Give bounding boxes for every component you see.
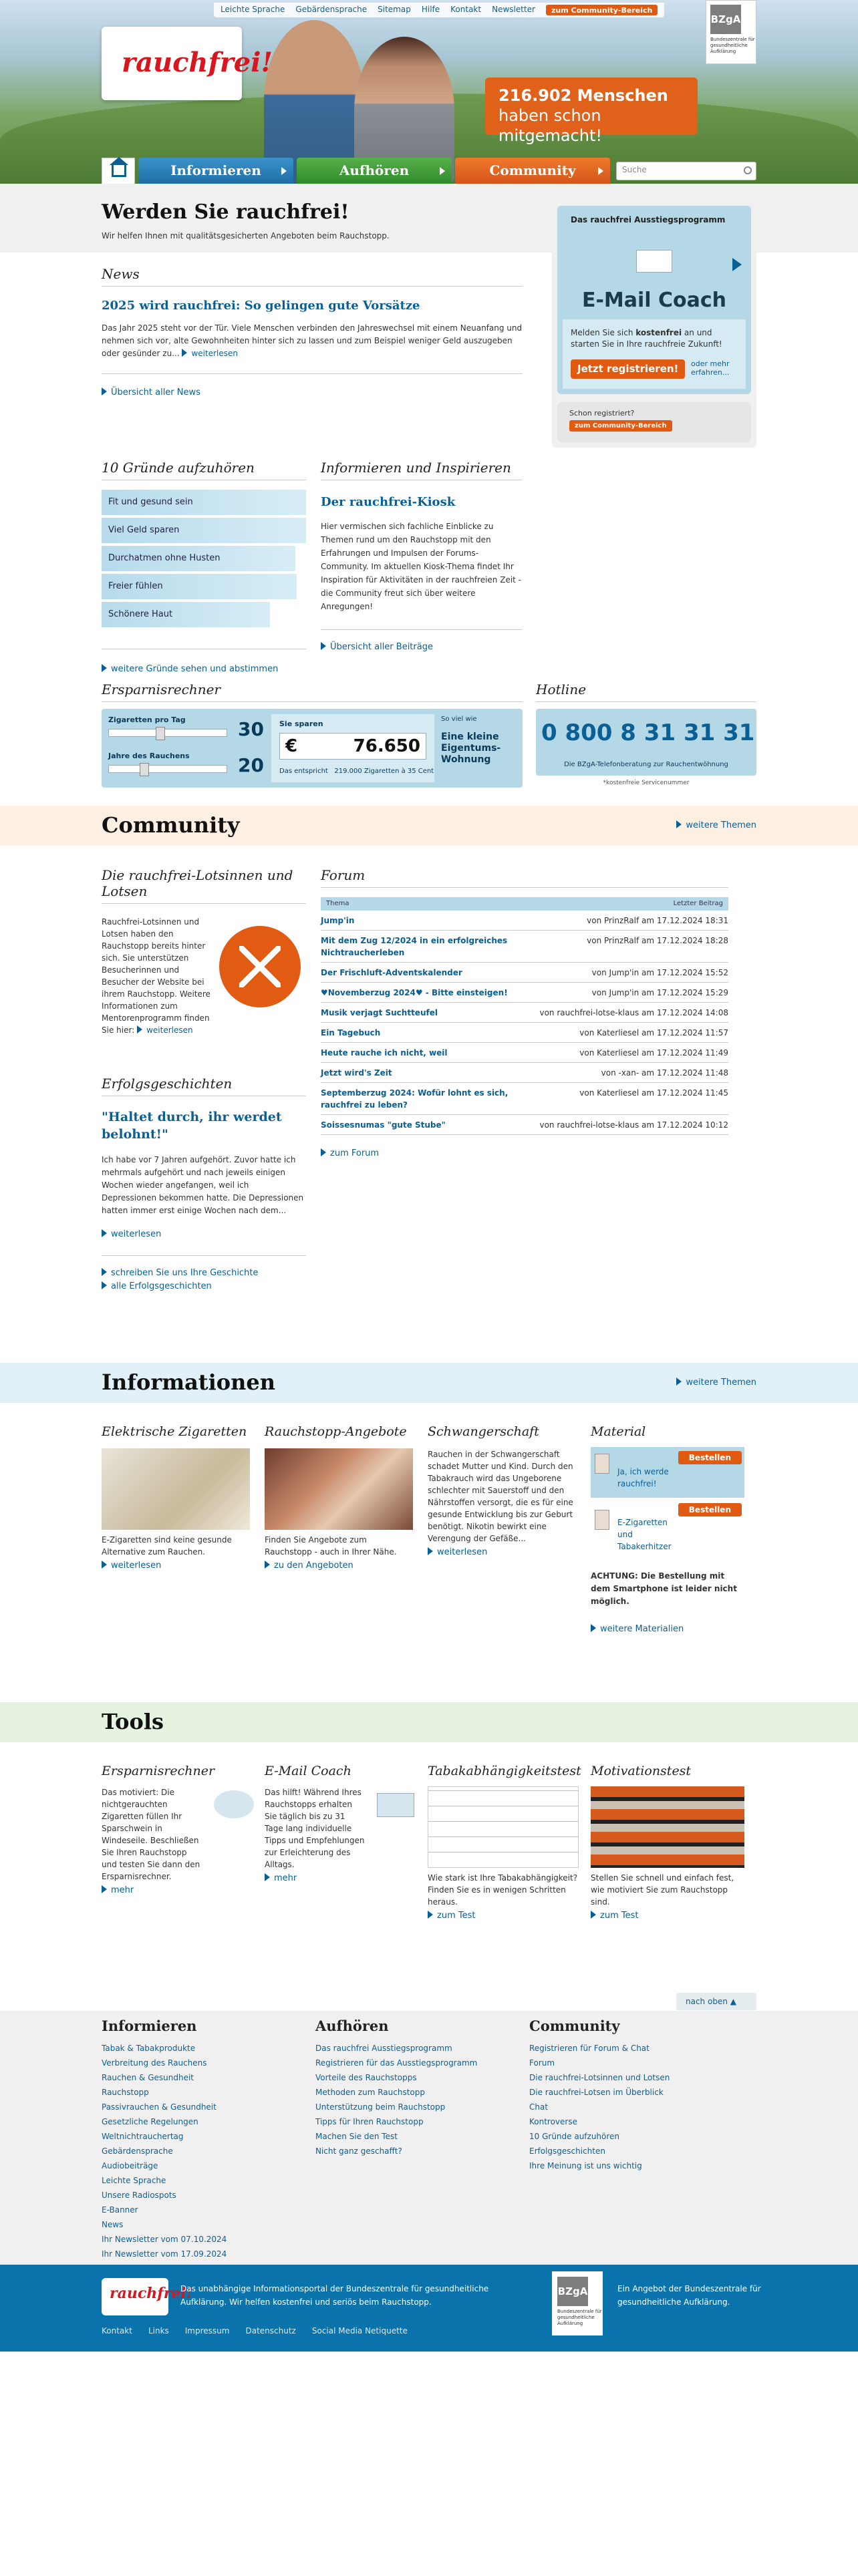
all-success-link[interactable]: alle Erfolgsgeschichten (111, 1281, 212, 1291)
footer-link-netiquette[interactable]: Social Media Netiquette (311, 2326, 408, 2336)
footer-heading: Informieren (102, 2018, 197, 2034)
save-label: Sie sparen (279, 719, 323, 728)
email-coach-panel (557, 206, 751, 394)
page-title: Werden Sie rauchfrei! (102, 200, 349, 224)
col-last-post: Letzter Beitrag (673, 900, 723, 907)
tool-motivation-test (591, 1764, 744, 1921)
equivalent-label: Das entspricht (279, 768, 328, 775)
footer-link[interactable]: Verbreitung des Rauchens (102, 2058, 207, 2068)
savings-amount-field (279, 733, 426, 760)
tool-coach (265, 1764, 416, 1883)
footer-link[interactable]: Das rauchfrei Ausstiegsprogramm (315, 2044, 452, 2053)
forum-row (321, 911, 728, 931)
tool-heading: Tabakabhängigkeitstest (428, 1764, 581, 1778)
community-area-button[interactable]: zum Community-Bereich (546, 5, 658, 15)
link-newsletter[interactable]: Newsletter (492, 5, 535, 14)
search-placeholder: Suche (622, 165, 647, 174)
info-text: E-Zigaretten sind keine gesunde Alternative zum Rauchen. (102, 1535, 232, 1557)
forum-last-post: von Katerliesel am 17.12.2024 11:57 (579, 1028, 728, 1037)
forum-row (321, 1063, 728, 1083)
years-value: 20 (238, 754, 264, 776)
forum-row (321, 1083, 728, 1115)
news-title-link[interactable]: 2025 wird rauchfrei: So gelingen gute Vorsätze (102, 299, 420, 313)
footer-link[interactable]: Unsere Radiospots (102, 2191, 176, 2200)
success-more-link[interactable]: weiterlesen (111, 1229, 162, 1239)
forum-topic-link[interactable]: Jump'in (321, 916, 355, 925)
coach-title: E-Mail Coach (581, 289, 727, 312)
footer-link[interactable]: Die rauchfrei-Lotsinnen und Lotsen (529, 2073, 670, 2082)
reason-item[interactable]: Durchatmen ohne Husten (102, 546, 295, 571)
participant-count: 216.902 Menschen (498, 86, 668, 105)
news-heading: News (102, 266, 523, 287)
kiosk-text: Hier vermischen sich fachliche Einblicke zu Themen rund um den Rauchstopp mit den Erfahrungen und Impulsen der Forums-Community. Im aktuellen Kiosk-Thema findet Ihr Inspiration für Aktivitäten in der rauchfreien Zeit - die Community freut sich über weitere Anregungen! (321, 522, 522, 611)
info-heading: Elektrische Zigaretten (102, 1424, 247, 1439)
search-icon[interactable] (744, 166, 752, 174)
arrow-icon (182, 349, 187, 357)
tool-link[interactable]: zum Test (600, 1911, 639, 1921)
bzga-logo-footer[interactable] (552, 2271, 603, 2336)
link-gebaerdensprache[interactable]: Gebärdensprache (295, 5, 368, 14)
reason-item[interactable]: Fit und gesund sein (102, 490, 306, 515)
pregnancy-more-link[interactable]: weiterlesen (437, 1547, 488, 1557)
forum-topic-link[interactable]: ♥Novemberzug 2024♥ - Bitte einsteigen! (321, 988, 508, 997)
forum-topic-link[interactable]: Mit dem Zug 12/2024 in ein erfolgreiches Nichtraucherleben (321, 936, 508, 957)
envelope-icon (377, 1793, 414, 1817)
chevron-right-icon (440, 167, 445, 175)
brochure-thumbnail (595, 1510, 609, 1530)
savings-calculator (102, 681, 523, 788)
tools-title: Tools (102, 1709, 164, 1734)
reason-item[interactable]: Freier fühlen (102, 574, 297, 599)
all-news-link[interactable]: Übersicht aller News (111, 387, 200, 397)
footer-links (102, 2326, 408, 2336)
footer-provider: Ein Angebot der Bundeszentrale für gesundheitliche Aufklärung. (617, 2284, 761, 2307)
arrow-icon (102, 1561, 107, 1569)
search-input[interactable] (616, 162, 756, 180)
news-more-link[interactable]: weiterlesen (191, 349, 238, 358)
link-leichte-sprache[interactable]: Leichte Sprache (221, 5, 285, 14)
material-heading: Material (591, 1424, 646, 1439)
arrow-icon (676, 1378, 682, 1386)
forum-last-post: von rauchfrei-lotse-klaus am 17.12.2024 10:12 (539, 1120, 728, 1130)
arrow-icon (591, 1911, 596, 1919)
brochure-thumbnail (595, 1454, 609, 1474)
tab-community[interactable] (455, 158, 610, 184)
forum-row (321, 1115, 728, 1135)
arrow-icon (102, 1885, 107, 1893)
logo-text: rauchfrei! (122, 47, 273, 78)
link-hilfe[interactable]: Hilfe (421, 5, 440, 14)
learn-more-link[interactable]: oder mehr erfahren... (691, 359, 730, 377)
community-title: Community (102, 812, 240, 838)
forum-row (321, 963, 728, 983)
informationen-more-link[interactable]: weitere Themen (686, 1378, 756, 1388)
hurdles-image[interactable] (591, 1786, 744, 1868)
footer-link[interactable]: News (102, 2220, 124, 2229)
success-text: Ich habe vor 7 Jahren aufgehört. Zuvor hatte ich mehrmals aufgehört und nach jeweils einigen Wochen wieder angefangen, weil ich Depressionen bekommen hatte. Die Depressionen hatten immer erst einige Wochen nach dem... (102, 1155, 304, 1215)
page-subtitle: Wir helfen Ihnen mit qualitätsgesicherten Angeboten beim Rauchstopp. (102, 231, 390, 240)
bzga-subtitle: Bundeszentrale für gesundheitliche Aufklärung (557, 2309, 602, 2326)
savings-amount: 76.650 (353, 736, 420, 756)
news-text (102, 322, 523, 360)
community-more-link[interactable]: weitere Themen (686, 820, 756, 830)
tool-heading: Ersparnisrechner (102, 1764, 215, 1778)
savings-heading: Ersparnisrechner (102, 681, 523, 702)
lotsen-text (102, 916, 215, 1036)
forum-last-post: von Jump'in am 17.12.2024 15:52 (591, 968, 728, 977)
lotsen-heading: Die rauchfrei-Lotsinnen und Lotsen (102, 867, 306, 904)
footer-link-links[interactable]: Links (148, 2326, 169, 2336)
piggy-bank-icon (214, 1790, 254, 1818)
footer-link[interactable]: Unterstützung beim Rauchstopp (315, 2102, 446, 2112)
footer-link[interactable]: Leichte Sprache (102, 2176, 166, 2185)
footer-link[interactable]: Erfolgsgeschichten (529, 2146, 605, 2156)
footer-link[interactable]: Gebärdensprache (102, 2146, 173, 2156)
forum-topic-link[interactable]: Musik verjagt Suchtteufel (321, 1008, 438, 1017)
slider-handle[interactable] (140, 763, 149, 776)
years-label: Jahre des Rauchens (108, 752, 190, 760)
arrow-icon (137, 1025, 142, 1033)
coach-text: an und starten Sie in Ihre rauchfreie Zukunft! (571, 328, 722, 349)
write-story-link[interactable]: schreiben Sie uns Ihre Geschichte (111, 1268, 259, 1278)
bzga-mark: BZgA (557, 2277, 588, 2306)
participant-count-text: haben schon mitgemacht! (498, 106, 602, 145)
footer-link[interactable]: Forum (529, 2058, 555, 2068)
material-link[interactable]: E-Zigaretten und Tabakerhitzer (617, 1518, 672, 1551)
arrow-icon (321, 642, 326, 650)
kiosk-heading: Informieren und Inspirieren (321, 460, 523, 480)
footer-description: Das unabhängige Informationsportal der Bundeszentrale für gesundheitliche Aufklärung. Wir helfen kostenfrei und seriös beim Rauchstopp. (180, 2284, 489, 2307)
footer-link[interactable]: Machen Sie den Test (315, 2132, 398, 2141)
tool-text: Das motiviert: Die nichtgerauchten Zigaretten füllen Ihr Sparschwein in Windeseile. Beschließen Sie Ihren Rauchstopp und testen Sie dann den Ersparnisrechner. (102, 1788, 200, 1881)
already-registered-text: Schon registriert? (569, 409, 635, 418)
cigs-label: Zigaretten pro Tag (108, 715, 186, 724)
tab-label: Community (489, 162, 576, 178)
tool-text: Wie stark ist Ihre Tabakabhängigkeit? Finden Sie es in wenigen Schritten heraus. (428, 1873, 578, 1907)
footer-link[interactable]: Vorteile des Rauchstopps (315, 2073, 417, 2082)
tool-savings (102, 1764, 253, 1895)
footer-link[interactable]: Die rauchfrei-Lotsen im Überblick (529, 2088, 664, 2097)
footer-link[interactable]: Ihr Newsletter vom 17.09.2024 (102, 2249, 227, 2259)
footer-link[interactable]: 10 Gründe aufzuhören (529, 2132, 620, 2141)
kiosk-title-link[interactable]: Der rauchfrei-Kiosk (321, 495, 456, 509)
test-image[interactable] (428, 1786, 579, 1868)
link-sitemap[interactable]: Sitemap (378, 5, 411, 14)
footer-link[interactable]: Registrieren für das Ausstiegsprogramm (315, 2058, 478, 2068)
order-button[interactable]: Bestellen (678, 1503, 742, 1516)
tool-text: Das hilft! Während Ihres Rauchstopps erhalten Sie täglich bis zu 31 Tage lang individuelle Tipps und Empfehlungen zur Erleichterung des Alltags. (265, 1788, 365, 1869)
footer-link[interactable]: Registrieren für Forum & Chat (529, 2044, 650, 2053)
arrow-icon (102, 387, 107, 395)
tool-dependency-test (428, 1764, 579, 1921)
forum-row (321, 931, 728, 963)
community-area-button-2[interactable]: zum Community-Bereich (569, 420, 672, 432)
footer-link[interactable]: Tabak & Tabakprodukte (102, 2044, 196, 2053)
info-col-offers (265, 1424, 416, 1571)
back-to-top-label: nach oben (686, 1997, 728, 2006)
tool-heading: Motivationstest (591, 1764, 692, 1778)
footer-link[interactable]: Kontroverse (529, 2117, 577, 2126)
chevron-right-icon (598, 167, 603, 175)
footer-link-datenschutz[interactable]: Datenschutz (245, 2326, 296, 2336)
info-heading: Rauchstopp-Angebote (265, 1424, 407, 1439)
forum-row (321, 1043, 728, 1063)
arrow-icon (591, 1624, 596, 1632)
forum-last-post: von rauchfrei-lotse-klaus am 17.12.2024 14:08 (539, 1008, 728, 1017)
offers-image[interactable] (265, 1448, 413, 1530)
info-heading: Schwangerschaft (428, 1424, 539, 1439)
success-heading: Erfolgsgeschichten (102, 1076, 306, 1096)
footer-col-aufhoeren (315, 2018, 516, 2158)
forum-topic-link[interactable]: Heute rauche ich nicht, weil (321, 1048, 448, 1058)
informationen-title: Informationen (102, 1370, 275, 1395)
slider-handle[interactable] (156, 727, 165, 740)
footer-link[interactable]: Audiobeiträge (102, 2161, 158, 2170)
material-item (591, 1447, 744, 1498)
register-button[interactable]: Jetzt registrieren! (571, 359, 685, 379)
footer-link[interactable]: Nicht ganz geschafft? (315, 2146, 402, 2156)
ecig-more-link[interactable]: weiterlesen (111, 1561, 162, 1571)
footer-link[interactable]: Rauchen & Gesundheit (102, 2073, 194, 2082)
arrow-icon (102, 664, 107, 672)
coach-body (563, 319, 746, 389)
forum-last-post: von -xan- am 17.12.2024 11:48 (601, 1068, 728, 1078)
forum-topic-link[interactable]: Ein Tagebuch (321, 1028, 381, 1037)
footer-link[interactable]: Chat (529, 2102, 549, 2112)
main-navigation (102, 158, 756, 184)
meta-navigation (214, 3, 664, 17)
arrow-icon (102, 1281, 107, 1289)
info-col-ecig (102, 1424, 253, 1571)
equivalent (279, 768, 434, 775)
order-button[interactable]: Bestellen (678, 1451, 742, 1464)
arrow-icon (265, 1561, 270, 1569)
forum-section (321, 867, 728, 1158)
tab-label: Informieren (170, 162, 261, 178)
years-slider[interactable] (108, 765, 227, 773)
material-section (591, 1424, 744, 1634)
hotline-number[interactable]: 0 800 8 31 31 31 (541, 719, 755, 746)
cigs-slider[interactable] (108, 729, 227, 737)
more-reasons-link[interactable]: weitere Gründe sehen und abstimmen (111, 664, 279, 674)
footer-link[interactable]: E-Banner (102, 2205, 138, 2215)
forum-table-header (321, 897, 728, 911)
logo-text: rauchfrei! (110, 2285, 193, 2302)
forum-row (321, 983, 728, 1003)
success-quote-link[interactable]: "Haltet durch, ihr werdet belohnt!" (102, 1110, 282, 1142)
info-col-pregnancy (428, 1424, 579, 1557)
tool-link[interactable]: mehr (111, 1885, 134, 1895)
envelope-icon (636, 250, 672, 273)
equivalent-value: 219.000 Zigaretten à 35 Cent (334, 768, 434, 775)
material-link[interactable]: Ja, ich werde rauchfrei! (617, 1467, 669, 1488)
footer-link[interactable]: Passivrauchen & Gesundheit (102, 2102, 217, 2112)
next-arrow-icon[interactable] (732, 258, 742, 271)
lotsen-flags-icon (219, 926, 301, 1007)
coach-text: Melden Sie sich (571, 328, 636, 337)
tool-heading: E-Mail Coach (265, 1764, 351, 1778)
kiosk-section (321, 460, 523, 652)
forum-last-post: von Jump'in am 17.12.2024 15:29 (591, 988, 728, 997)
tool-text: Stellen Sie schnell und einfach fest, wie motiviert Sie zum Rauchstopp sind. (591, 1873, 734, 1907)
forum-topic-link[interactable]: Jetzt wird's Zeit (321, 1068, 392, 1078)
arrow-icon (321, 1148, 326, 1156)
footer-link[interactable]: Weltnichtrauchertag (102, 2132, 184, 2141)
footer-link[interactable]: Tipps für Ihren Rauchstopp (315, 2117, 424, 2126)
so-viel-label: So viel wie (441, 715, 477, 723)
arrow-icon (428, 1547, 433, 1555)
savings-box (102, 709, 523, 788)
arrow-icon (676, 820, 682, 828)
reasons-heading: 10 Gründe aufzuhören (102, 460, 306, 480)
offers-link[interactable]: zu den Angeboten (274, 1561, 353, 1571)
footer-link[interactable]: Rauchstopp (102, 2088, 149, 2097)
lotsen-more-link[interactable]: weiterlesen (146, 1025, 193, 1035)
footer-heading: Community (529, 2018, 620, 2034)
hotline-footnote: *kostenfreie Servicenummer (603, 780, 690, 786)
forum-last-post: von PrinzRalf am 17.12.2024 18:28 (587, 936, 728, 945)
coach-text-bold: kostenfrei (635, 328, 682, 337)
more-materials-link[interactable]: weitere Materialien (600, 1624, 684, 1634)
coach-header: Das rauchfrei Ausstiegsprogramm (571, 215, 726, 224)
forum-heading: Forum (321, 867, 728, 888)
footer-col-community (529, 2018, 730, 2173)
cigs-value: 30 (238, 718, 264, 740)
home-icon (112, 165, 126, 177)
bzga-subtitle: Bundeszentrale für gesundheitliche Aufklärung (710, 37, 755, 54)
savings-result (271, 714, 434, 782)
hotline-caption: Die BZgA-Telefonberatung zur Rauchentwöhnung (564, 761, 728, 768)
reasons-section (102, 460, 306, 674)
forum-last-post: von PrinzRalf am 17.12.2024 18:31 (587, 916, 728, 925)
rauchfrei-logo[interactable] (102, 27, 273, 100)
arrow-icon (265, 1873, 270, 1881)
home-button[interactable] (102, 158, 135, 184)
footer-link[interactable]: Gesetzliche Regelungen (102, 2117, 198, 2126)
arrow-icon (428, 1911, 433, 1919)
lotsen-description: Rauchfrei-Lotsinnen und Lotsen haben den Rauchstopp bereits hinter sich. Sie unterstützen Besucherinnen und Besucher der Website bei ihrem Rauchstopp. Weitere Informationen zum Mentorenprogramm finden Sie hier: (102, 917, 210, 1035)
tab-informieren[interactable] (138, 158, 293, 184)
info-text: Finden Sie Angebote zum Rauchstopp - auch in Ihrer Nähe. (265, 1535, 397, 1557)
hotline-heading: Hotline (536, 681, 756, 702)
lotsen-section (102, 867, 306, 1036)
forum-row (321, 1003, 728, 1023)
bzga-mark: BZgA (710, 5, 741, 34)
order-warning: ACHTUNG: Die Bestellung mit dem Smartphone ist leider nicht möglich. (591, 1571, 737, 1606)
arrow-icon (102, 1229, 107, 1237)
currency-symbol: € (285, 736, 298, 756)
reason-item[interactable]: Viel Geld sparen (102, 518, 306, 543)
bzga-logo[interactable] (706, 0, 756, 64)
footer-link[interactable]: Ihr Newsletter vom 07.10.2024 (102, 2235, 227, 2244)
material-item (591, 1503, 744, 1565)
arrow-icon (102, 1268, 107, 1276)
info-text: Rauchen in der Schwangerschaft schadet Mutter und Kind. Durch den Tabakrauch wird das Ungeborene schlechter mit Sauerstoff und den Nährstoffen versorgt, die es für eine gesunde Entwicklung bis zur Geburt benötigt. Nikotin bewirkt eine Verengung der Gefäße... (428, 1450, 573, 1543)
savings-object: Eine kleine Eigentums-Wohnung (441, 732, 501, 765)
email-coach-box (552, 200, 756, 448)
forum-row (321, 1023, 728, 1043)
forum-topic-link[interactable]: Septemberzug 2024: Wofür lohnt es sich, rauchfrei zu leben? (321, 1088, 509, 1110)
footer-logo[interactable] (102, 2278, 193, 2315)
participant-counter (485, 77, 698, 145)
forum-last-post: von Katerliesel am 17.12.2024 11:49 (579, 1048, 728, 1058)
forum-topic-link[interactable]: Soissesnumas "gute Stube" (321, 1120, 446, 1130)
bottom-bar (0, 2265, 858, 2352)
footer-col-informieren (102, 2018, 302, 2261)
footer-link[interactable]: Ihre Meinung ist uns wichtig (529, 2161, 642, 2170)
back-to-top-button[interactable]: nach oben ▲ (676, 1993, 756, 2010)
link-kontakt[interactable]: Kontakt (450, 5, 482, 14)
col-theme: Thema (326, 900, 349, 907)
to-forum-link[interactable]: zum Forum (330, 1148, 380, 1158)
tool-link[interactable]: zum Test (437, 1911, 476, 1921)
footer-link[interactable]: Methoden zum Rauchstopp (315, 2088, 425, 2097)
forum-topic-link[interactable]: Der Frischluft-Adventskalender (321, 968, 462, 977)
success-stories (102, 1076, 306, 1293)
news-excerpt: Das Jahr 2025 steht vor der Tür. Viele Menschen verbinden den Jahreswechsel mit einem Neuanfang und nehmen sich vor, alte Gewohnheiten hinter sich zu lassen und zum Beispiel weniger Geld auszugeben oder gesünder zu... (102, 323, 523, 358)
tool-link[interactable]: mehr (274, 1873, 297, 1883)
all-articles-link[interactable]: Übersicht aller Beiträge (330, 642, 433, 652)
reason-item[interactable]: Schönere Haut (102, 602, 270, 627)
ecig-image[interactable] (102, 1448, 250, 1530)
divider (102, 373, 523, 374)
forum-last-post: von Katerliesel am 17.12.2024 11:45 (579, 1088, 728, 1098)
chevron-right-icon (281, 167, 287, 175)
hotline-section (536, 681, 756, 786)
footer-link-impressum[interactable]: Impressum (184, 2326, 230, 2336)
footer-link-kontakt[interactable]: Kontakt (102, 2326, 132, 2336)
tab-label: Aufhören (339, 162, 410, 178)
hotline-box (536, 709, 756, 776)
news-section (102, 266, 523, 397)
already-registered (557, 402, 751, 442)
footer-heading: Aufhören (315, 2018, 389, 2034)
tab-aufhoeren[interactable] (297, 158, 452, 184)
